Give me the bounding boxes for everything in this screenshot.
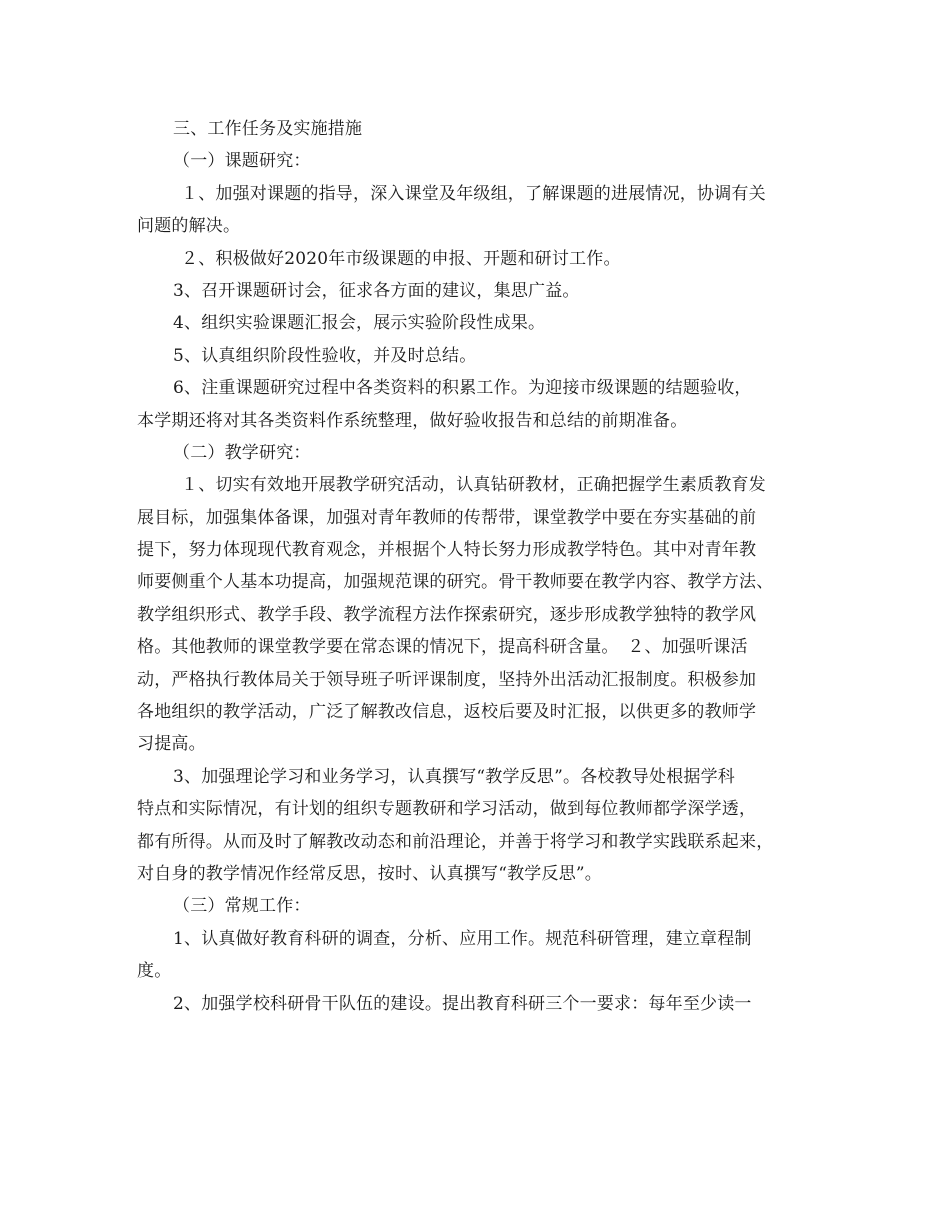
subsection-heading: （一）课题研究： bbox=[173, 151, 311, 172]
paragraph-line: 格。其他教师的课堂教学要在常态课的情况下，提高科研含量。 ２、加强听课活 bbox=[137, 637, 748, 658]
section-heading: 三、工作任务及实施措施 bbox=[173, 119, 363, 139]
paragraph-line: １、切实有效地开展教学研究活动，认真钻研教材，正确把握学生素质教育发 bbox=[181, 475, 766, 496]
paragraph-line: 3、加强理论学习和业务学习，认真撰写“教学反思”。各校教导处根据学科 bbox=[173, 766, 735, 787]
paragraph-line: 5、认真组织阶段性验收，并及时总结。 bbox=[173, 345, 477, 366]
subsection-heading: （二）教学研究： bbox=[173, 442, 311, 463]
paragraph-line: 3、召开课题研讨会，征求各方面的建议，集思广益。 bbox=[173, 280, 580, 301]
document-body bbox=[137, 113, 821, 1020]
paragraph-line: 都有所得。从而及时了解教改动态和前沿理论，并善于将学习和教学实践联系起来， bbox=[137, 831, 774, 852]
paragraph-line: 问题的解决。 bbox=[137, 216, 241, 237]
paragraph-line: 本学期还将对其各类资料作系统整理，做好验收报告和总结的前期准备。 bbox=[137, 410, 688, 431]
paragraph-line: 度。 bbox=[137, 961, 172, 982]
paragraph-line: 4、组织实验课题汇报会，展示实验阶段性成果。 bbox=[173, 313, 546, 334]
paragraph-line: 习提高。 bbox=[137, 734, 206, 755]
paragraph-line: 教学组织形式、教学手段、教学流程方法作探索研究，逐步形成教学独特的教学风 bbox=[137, 604, 757, 625]
paragraph-line: ２、积极做好2020年市级课题的申报、开题和研讨工作。 bbox=[181, 248, 621, 269]
paragraph-line: 对自身的教学情况作经常反思，按时、认真撰写“教学反思”。 bbox=[137, 863, 602, 884]
paragraph-line: 1、认真做好教育科研的调查，分析、应用工作。规范科研管理，建立章程制 bbox=[173, 928, 752, 949]
paragraph-line: 动，严格执行教体局关于领导班子听评课制度，坚持外出活动汇报制度。积极参加 bbox=[137, 669, 757, 690]
paragraph-line: 师要侧重个人基本功提高，加强规范课的研究。骨干教师要在教学内容、教学方法、 bbox=[137, 572, 774, 593]
paragraph-line: 提下，努力体现现代教育观念，并根据个人特长努力形成教学特色。其中对青年教 bbox=[137, 540, 757, 561]
paragraph-line: 2、加强学校科研骨干队伍的建设。提出教育科研三个一要求：每年至少读一 bbox=[173, 993, 752, 1014]
paragraph-line: 各地组织的教学活动，广泛了解教改信息，返校后要及时汇报，以供更多的教师学 bbox=[137, 702, 757, 723]
subsection-heading: （三）常规工作： bbox=[173, 896, 311, 917]
paragraph-line: 展目标，加强集体备课，加强对青年教师的传帮带，课堂教学中要在夯实基础的前 bbox=[137, 507, 757, 528]
paragraph-line: 特点和实际情况，有计划的组织专题教研和学习活动，做到每位教师都学深学透， bbox=[137, 799, 757, 820]
paragraph-line: 6、注重课题研究过程中各类资料的积累工作。为迎接市级课题的结题验收， bbox=[173, 378, 752, 399]
paragraph-line: １、加强对课题的指导，深入课堂及年级组，了解课题的进展情况，协调有关 bbox=[181, 183, 766, 204]
